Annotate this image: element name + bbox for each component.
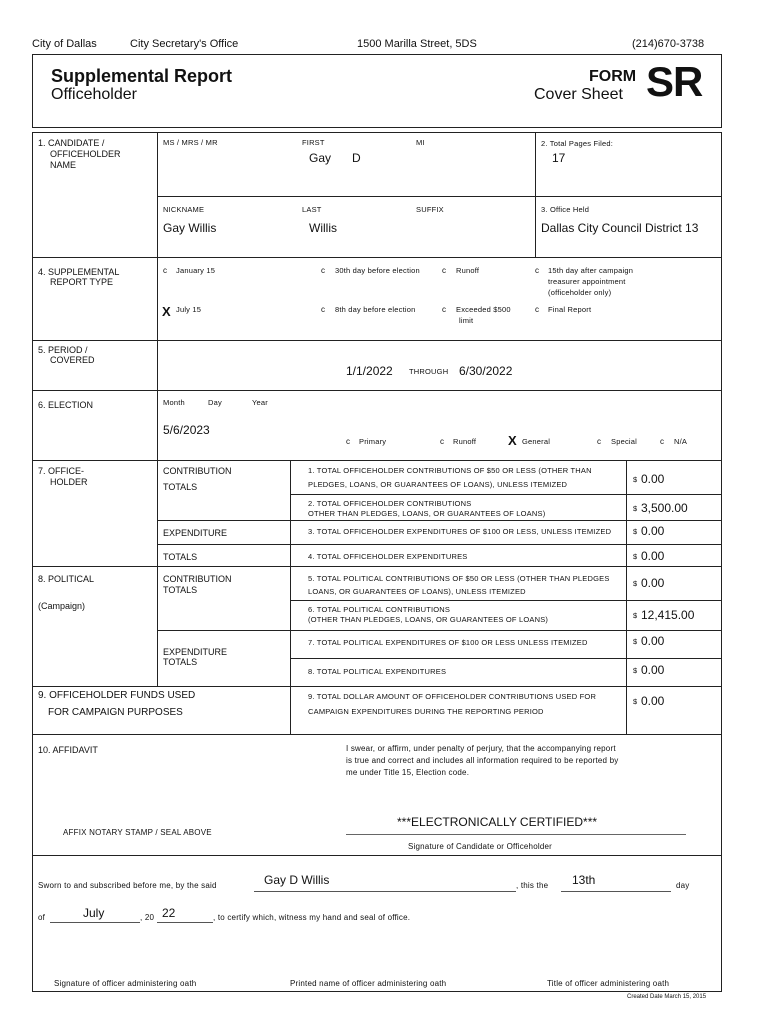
notary-stamp-label: AFFIX NOTARY STAMP / SEAL ABOVE xyxy=(63,828,212,837)
office-held-field[interactable]: Dallas City Council District 13 xyxy=(541,221,699,235)
checkbox-8th-day[interactable]: c xyxy=(321,305,325,314)
divider xyxy=(535,132,536,257)
dollar-sign: $ xyxy=(633,611,638,620)
divider xyxy=(290,494,722,495)
title-line2: Officeholder xyxy=(51,86,137,103)
last-name-field[interactable]: Willis xyxy=(309,221,337,235)
sworn-day-field[interactable]: 13th xyxy=(572,873,596,887)
option-runoff-report: Runoff xyxy=(456,266,480,275)
section9-label: FOR CAMPAIGN PURPOSES xyxy=(48,707,183,718)
divider xyxy=(157,132,158,460)
row1-label: PLEDGES, LOANS, OR GUARANTEES OF LOANS), UNLESS ITEMIZED xyxy=(308,480,568,489)
row2-value-field[interactable]: 3,500.00 xyxy=(641,501,688,515)
section7-label: HOLDER xyxy=(50,477,88,487)
sworn-year-field[interactable]: 22 xyxy=(162,906,176,920)
month-label: Month xyxy=(163,398,185,407)
section7-label: 7. OFFICE- xyxy=(38,466,85,476)
dollar-sign: $ xyxy=(633,637,638,646)
sworn-this-the: , this the xyxy=(516,881,549,890)
period-to-field[interactable]: 6/30/2022 xyxy=(459,364,513,378)
signature-line xyxy=(346,834,686,835)
divider xyxy=(626,460,627,734)
checkbox-final-report[interactable]: c xyxy=(535,305,539,314)
row9-label: CAMPAIGN EXPENDITURES DURING THE REPORTING PERIOD xyxy=(308,707,544,716)
row5-label: 5. TOTAL POLITICAL CONTRIBUTIONS OF $50 OR LESS (OTHER THAN PLEDGES xyxy=(308,574,610,583)
header-address: 1500 Marilla Street, 5DS xyxy=(357,38,477,50)
dollar-sign: $ xyxy=(633,666,638,675)
nickname-label: NICKNAME xyxy=(163,205,205,214)
political-contribution-totals-label: TOTALS xyxy=(163,585,198,595)
period-from-field[interactable]: 1/1/2022 xyxy=(346,364,393,378)
divider xyxy=(32,257,722,258)
office-held-label: 3. Office Held xyxy=(541,205,590,214)
affidavit-text: is true and correct and includes all information required to be reported by xyxy=(346,756,619,765)
divider xyxy=(32,340,722,341)
sworn-day-label: day xyxy=(676,881,690,890)
checkbox-30th-day[interactable]: c xyxy=(321,266,325,275)
first-name-field[interactable]: Gay xyxy=(309,151,332,165)
cover-sheet-label: Cover Sheet xyxy=(534,86,623,103)
row3-label: 3. TOTAL OFFICEHOLDER EXPENDITURES OF $100 OR LESS, UNLESS ITEMIZED xyxy=(308,527,612,536)
divider xyxy=(290,658,722,659)
checkbox-exceeded-500[interactable]: c xyxy=(442,305,446,314)
divider xyxy=(290,686,291,734)
row6-label: (OTHER THAN PLEDGES, LOANS, OR GUARANTEES OF LOANS) xyxy=(308,615,549,624)
officer-signature-label: Signature of officer administering oath xyxy=(54,979,197,988)
checkbox-na[interactable]: c xyxy=(660,437,664,446)
dollar-sign: $ xyxy=(633,504,638,513)
option-na: N/A xyxy=(674,437,688,446)
row9-value-field[interactable]: 0.00 xyxy=(641,694,665,708)
row6-label: 6. TOTAL POLITICAL CONTRIBUTIONS xyxy=(308,605,451,614)
suffix-label: SUFFIX xyxy=(416,205,444,214)
section10-label: 10. AFFIDAVIT xyxy=(38,745,98,755)
section8-sublabel: (Campaign) xyxy=(38,601,86,611)
divider xyxy=(32,390,722,391)
divider xyxy=(32,734,722,735)
dollar-sign: $ xyxy=(633,527,638,536)
dollar-sign: $ xyxy=(633,579,638,588)
option-15th-day: (officeholder only) xyxy=(548,288,612,297)
option-exceeded-500: Exceeded $500 xyxy=(456,305,511,314)
affidavit-text: I swear, or affirm, under penalty of perjury, that the accompanying report xyxy=(346,744,616,753)
section9-label: 9. OFFICEHOLDER FUNDS USED xyxy=(38,690,196,701)
divider xyxy=(290,600,722,601)
section1-label: OFFICEHOLDER xyxy=(50,149,121,159)
divider xyxy=(157,544,722,545)
ms-mrs-mr-label: MS / MRS / MR xyxy=(163,138,218,147)
checkbox-primary[interactable]: c xyxy=(346,437,350,446)
section1-label: NAME xyxy=(50,160,77,170)
signature-caption: Signature of Candidate or Officeholder xyxy=(408,842,552,851)
header-office: City Secretary's Office xyxy=(130,38,239,50)
option-30th-day: 30th day before election xyxy=(335,266,420,275)
political-expenditure-totals-label: TOTALS xyxy=(163,657,198,667)
officeholder-expenditure-totals-label: EXPENDITURE xyxy=(163,528,228,538)
officeholder-expenditure-totals-label: TOTALS xyxy=(163,552,198,562)
nickname-field[interactable]: Gay Willis xyxy=(163,221,217,235)
header-phone: (214)670-3738 xyxy=(632,38,705,50)
mi-label: MI xyxy=(416,138,425,147)
total-pages-label: 2. Total Pages Filed: xyxy=(541,139,614,148)
sworn-prefix: Sworn to and subscribed before me, by the said xyxy=(38,881,217,890)
option-exceeded-500: limit xyxy=(459,316,474,325)
row5-value-field[interactable]: 0.00 xyxy=(641,576,665,590)
checkbox-15th-day[interactable]: c xyxy=(535,266,539,275)
row7-label: 7. TOTAL POLITICAL EXPENDITURES OF $100 OR LESS UNLESS ITEMIZED xyxy=(308,638,588,647)
row2-label: 2. TOTAL OFFICEHOLDER CONTRIBUTIONS xyxy=(308,499,472,508)
electronic-signature[interactable]: ***ELECTRONICALLY CERTIFIED*** xyxy=(397,815,598,829)
row3-value-field[interactable]: 0.00 xyxy=(641,524,665,538)
option-final-report: Final Report xyxy=(548,305,592,314)
row6-value-field[interactable]: 12,415.00 xyxy=(641,608,695,622)
oath-box xyxy=(32,856,722,992)
option-general: General xyxy=(522,437,551,446)
officer-title-label: Title of officer administering oath xyxy=(547,979,670,988)
first-name-label: FIRST xyxy=(302,138,325,147)
section4-label: REPORT TYPE xyxy=(50,277,114,287)
option-8th-day: 8th day before election xyxy=(335,305,416,314)
year-label: Year xyxy=(252,398,268,407)
option-special: Special xyxy=(611,437,637,446)
row7-value-field[interactable]: 0.00 xyxy=(641,634,665,648)
officeholder-contribution-totals-label: TOTALS xyxy=(163,482,198,492)
section4-label: 4. SUPPLEMENTAL xyxy=(38,267,120,277)
row9-label: 9. TOTAL DOLLAR AMOUNT OF OFFICEHOLDER CONTRIBUTIONS USED FOR xyxy=(308,692,597,701)
day-label: Day xyxy=(208,398,222,407)
section5-label: 5. PERIOD / xyxy=(38,345,88,355)
created-date: Created Date March 15, 2015 xyxy=(627,994,707,1000)
divider xyxy=(157,520,722,521)
checkbox-runoff-election[interactable]: c xyxy=(440,437,444,446)
row4-label: 4. TOTAL OFFICEHOLDER EXPENDITURES xyxy=(308,552,468,561)
total-pages-field[interactable]: 17 xyxy=(552,151,566,165)
checkbox-runoff-report[interactable]: c xyxy=(442,266,446,275)
row5-label: LOANS, OR GUARANTEES OF LOANS), UNLESS ITEMIZED xyxy=(308,587,526,596)
dollar-sign: $ xyxy=(633,552,638,561)
section6-label: 6. ELECTION xyxy=(38,400,94,410)
checkbox-january15[interactable]: c xyxy=(163,266,167,275)
divider xyxy=(157,460,158,686)
sworn-year-prefix: , 20 xyxy=(140,913,155,922)
checkbox-special[interactable]: c xyxy=(597,437,601,446)
divider xyxy=(32,460,722,461)
section1-label: 1. CANDIDATE / xyxy=(38,138,105,148)
officer-printed-name-label: Printed name of officer administering oath xyxy=(290,979,447,988)
officeholder-contribution-totals-label: CONTRIBUTION xyxy=(163,466,232,476)
sworn-of: of xyxy=(38,913,46,922)
option-runoff-election: Runoff xyxy=(453,437,477,446)
divider xyxy=(157,196,722,197)
row2-label: OTHER THAN PLEDGES, LOANS, OR GUARANTEES OF LOANS) xyxy=(308,509,546,518)
form-code: SR xyxy=(646,58,703,105)
row8-value-field[interactable]: 0.00 xyxy=(641,663,665,677)
checkbox-july15-checked[interactable]: X xyxy=(162,304,171,319)
mi-field[interactable]: D xyxy=(352,151,361,165)
affidavit-text: me under Title 15, Election code. xyxy=(346,768,470,777)
row1-value-field[interactable]: 0.00 xyxy=(641,472,665,486)
header-city: City of Dallas xyxy=(32,38,97,50)
dollar-sign: $ xyxy=(633,475,638,484)
dollar-sign: $ xyxy=(633,697,638,706)
section5-label: COVERED xyxy=(50,355,95,365)
title-line1: Supplemental Report xyxy=(51,66,233,86)
sworn-month-field[interactable]: July xyxy=(83,906,105,920)
sworn-name-field[interactable]: Gay D Willis xyxy=(264,873,330,887)
option-primary: Primary xyxy=(359,437,387,446)
section8-label: 8. POLITICAL xyxy=(38,574,95,584)
divider xyxy=(157,630,722,631)
option-15th-day: 15th day after campaign xyxy=(548,266,634,275)
through-label: THROUGH xyxy=(409,367,449,376)
divider xyxy=(32,566,722,567)
row8-label: 8. TOTAL POLITICAL EXPENDITURES xyxy=(308,667,447,676)
election-date-field[interactable]: 5/6/2023 xyxy=(163,423,210,437)
form-label: FORM xyxy=(589,68,637,85)
option-january15: January 15 xyxy=(176,266,216,275)
option-15th-day: treasurer appointment xyxy=(548,277,626,286)
row4-value-field[interactable]: 0.00 xyxy=(641,549,665,563)
checkbox-general-checked[interactable]: X xyxy=(508,433,517,448)
divider xyxy=(32,686,722,687)
row1-label: 1. TOTAL OFFICEHOLDER CONTRIBUTIONS OF $50 OR LESS (OTHER THAN xyxy=(308,466,592,475)
sworn-suffix: , to certify which, witness my hand and seal of office. xyxy=(213,913,411,922)
political-expenditure-totals-label: EXPENDITURE xyxy=(163,647,228,657)
option-july15: July 15 xyxy=(176,305,202,314)
last-name-label: LAST xyxy=(302,205,322,214)
political-contribution-totals-label: CONTRIBUTION xyxy=(163,574,232,584)
